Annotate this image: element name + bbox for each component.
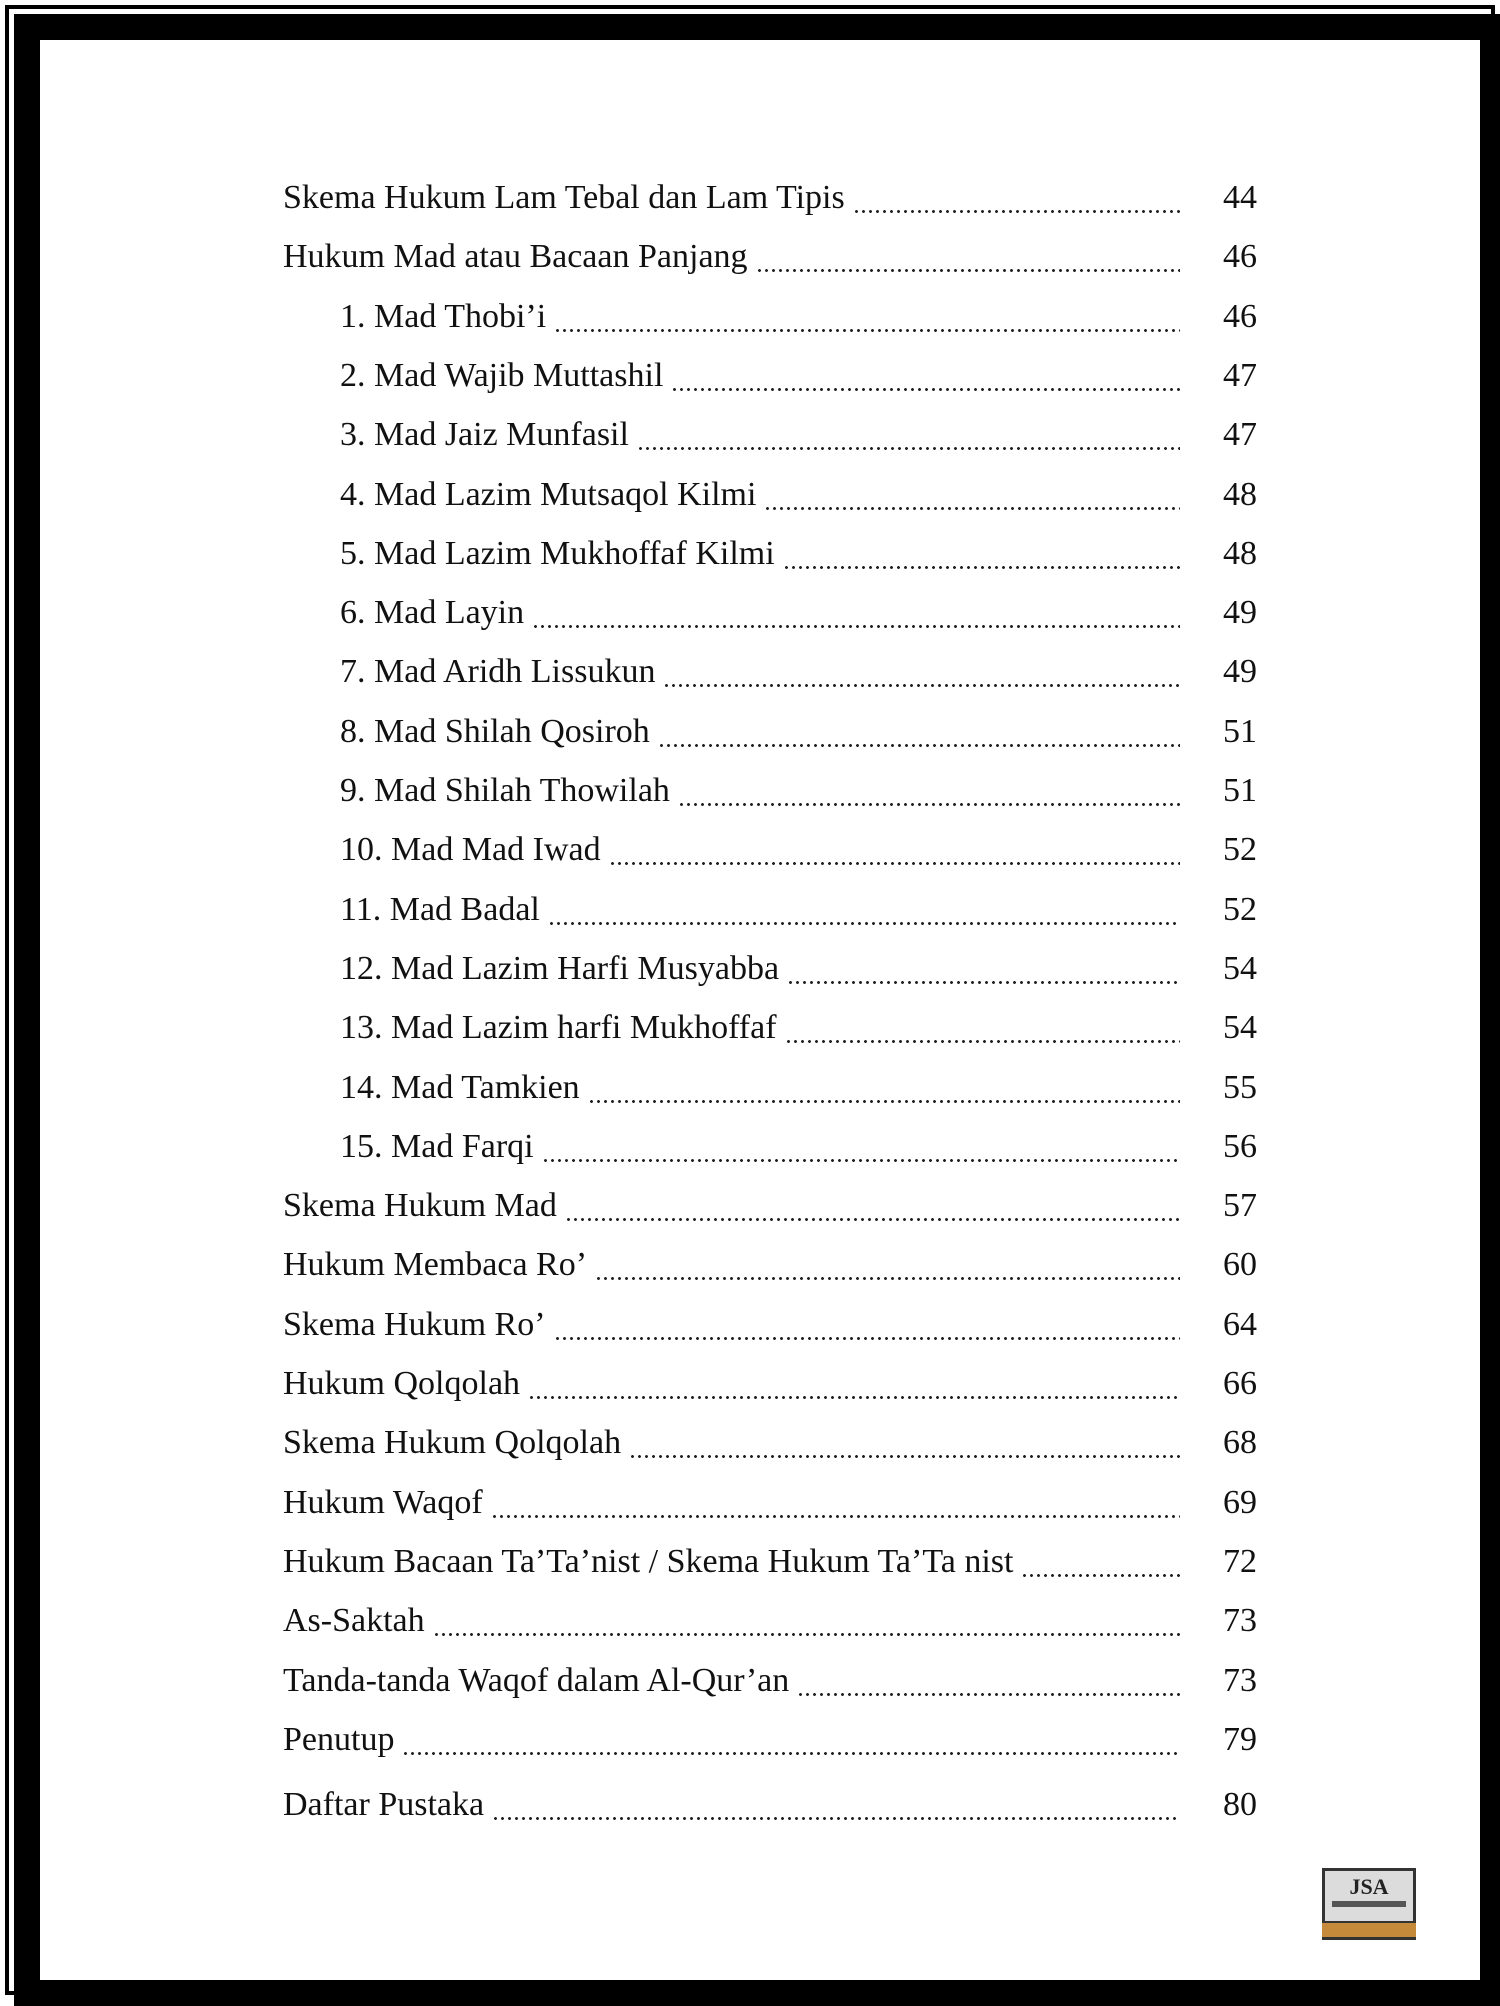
toc-entry-page: 56 [1223, 1127, 1257, 1165]
toc-dot-leader [629, 1421, 1180, 1465]
toc-dot-leader [756, 235, 1180, 279]
logo-subtitle-bar [1332, 1901, 1406, 1907]
toc-entry [283, 1591, 1257, 1643]
toc-entry-page: 47 [1223, 356, 1257, 394]
toc-dot-leader [554, 295, 1180, 339]
toc-entry-title: Skema Hukum Ro’ [283, 1305, 546, 1343]
toc-entry-title: 9. Mad Shilah Thowilah [340, 772, 670, 809]
toc-entry-page: 44 [1223, 179, 1257, 216]
toc-entry [283, 1710, 1257, 1762]
toc-entry [283, 1176, 1257, 1228]
toc-entry-title: Hukum Bacaan Ta’Ta’nist / Skema Hukum Ta’Ta nist [283, 1542, 1014, 1580]
toc-entry-page: 46 [1223, 238, 1257, 276]
toc-entry-title: 8. Mad Shilah Qosiroh [340, 712, 650, 750]
toc-dot-leader [678, 769, 1180, 813]
toc-dot-leader [783, 532, 1180, 576]
toc-entry [283, 1413, 1257, 1465]
toc-entry-page: 64 [1223, 1305, 1257, 1343]
logo-base [1322, 1921, 1416, 1937]
toc-entry-page: 68 [1223, 1424, 1257, 1462]
toc-dot-leader [532, 591, 1180, 635]
toc-dot-leader [671, 354, 1180, 398]
toc-entry [283, 168, 1257, 220]
toc-dot-leader [548, 888, 1180, 932]
toc-dot-leader [402, 1718, 1180, 1762]
toc-entry-page: 49 [1223, 653, 1257, 691]
toc-entry-page: 49 [1223, 594, 1257, 632]
toc-entry-title: As-Saktah [283, 1602, 425, 1640]
toc-entry-page: 69 [1223, 1483, 1257, 1521]
toc-entry-title: Hukum Mad atau Bacaan Panjang [283, 238, 748, 276]
toc-entry [340, 346, 1257, 398]
toc-entry [283, 1354, 1257, 1406]
toc-entry [283, 1235, 1257, 1287]
toc-entry-title: Skema Hukum Mad [283, 1187, 557, 1225]
toc-dot-leader [797, 1659, 1180, 1703]
toc-dot-leader [663, 650, 1180, 694]
toc-entry-title: 15. Mad Farqi [340, 1127, 534, 1165]
toc-dot-leader [554, 1303, 1180, 1347]
toc-entry-title: 10. Mad Mad Iwad [340, 831, 601, 869]
toc-entry [283, 1651, 1257, 1703]
toc-entry-page: 80 [1223, 1786, 1257, 1824]
toc-dot-leader [853, 176, 1180, 220]
toc-entry-page: 55 [1223, 1068, 1257, 1106]
toc-entry-page: 51 [1223, 772, 1257, 809]
toc-dot-leader [588, 1066, 1180, 1110]
toc-entry-title: 6. Mad Layin [340, 594, 525, 632]
toc-entry-page: 60 [1223, 1246, 1257, 1284]
toc-entry-title: Hukum Membaca Ro’ [283, 1246, 588, 1284]
toc-entry [283, 1775, 1257, 1827]
toc-entry [340, 939, 1257, 991]
toc-entry-title: 4. Mad Lazim Mutsaqol Kilmi [340, 475, 757, 513]
toc-entry [340, 998, 1257, 1050]
toc-dot-leader [595, 1243, 1180, 1287]
toc-entry [340, 1058, 1257, 1110]
toc-dot-leader [609, 828, 1180, 872]
toc-entry-title: Skema Hukum Qolqolah [283, 1424, 622, 1462]
toc-entry [340, 465, 1257, 517]
toc-entry [340, 524, 1257, 576]
toc-entry [340, 642, 1257, 694]
toc-dot-leader [433, 1599, 1180, 1643]
toc-entry-title: 5. Mad Lazim Mukhoffaf Kilmi [340, 534, 775, 572]
toc-entry [340, 820, 1257, 872]
toc-entry-title: 7. Mad Aridh Lissukun [340, 653, 656, 691]
toc-entry-title: Penutup [283, 1720, 395, 1758]
toc-entry [340, 880, 1257, 932]
toc-entry [340, 287, 1257, 339]
logo-text: JSA [1349, 1874, 1389, 1899]
toc-entry-page: 79 [1223, 1720, 1257, 1758]
toc-entry-page: 47 [1223, 416, 1257, 454]
toc-entry-title: Skema Hukum Lam Tebal dan Lam Tipis [283, 179, 845, 216]
toc-entry [340, 405, 1257, 457]
toc-entry-title: 2. Mad Wajib Muttashil [340, 356, 664, 394]
toc-entry-page: 52 [1223, 890, 1257, 928]
toc-entry [340, 583, 1257, 635]
toc-dot-leader [1021, 1540, 1180, 1584]
toc-entry-page: 48 [1223, 534, 1257, 572]
toc-dot-leader [637, 413, 1180, 457]
toc-entry [340, 1117, 1257, 1169]
toc-entry-title: Hukum Waqof [283, 1483, 483, 1521]
toc-entry-page: 51 [1223, 712, 1257, 750]
toc-entry-title: Daftar Pustaka [283, 1786, 485, 1824]
toc-entry-page: 46 [1223, 297, 1257, 335]
toc-entry [340, 702, 1257, 754]
toc-dot-leader [528, 1362, 1180, 1406]
toc-entry-title: 3. Mad Jaiz Munfasil [340, 416, 629, 454]
toc-dot-leader [787, 947, 1180, 991]
toc-entry-title: Tanda-tanda Waqof dalam Al-Qur’an [283, 1661, 790, 1699]
toc-entry-title: Hukum Qolqolah [283, 1365, 521, 1402]
toc-entry-page: 57 [1223, 1187, 1257, 1225]
toc-entry [283, 227, 1257, 279]
toc-entry-page: 54 [1223, 949, 1257, 987]
toc-entry-title: 11. Mad Badal [340, 890, 540, 928]
toc-entry [283, 1532, 1257, 1584]
toc-dot-leader [491, 1481, 1180, 1525]
toc-entry-page: 48 [1223, 475, 1257, 513]
toc-dot-leader [764, 473, 1180, 517]
toc-entry-page: 72 [1223, 1542, 1257, 1580]
toc-entry-title: 12. Mad Lazim Harfi Musyabba [340, 949, 780, 987]
toc-entry-title: 1. Mad Thobi’i [340, 297, 547, 335]
toc-entry [340, 761, 1257, 813]
toc-entry-page: 52 [1223, 831, 1257, 869]
toc-entry-title: 13. Mad Lazim harfi Mukhoffaf [340, 1009, 777, 1047]
toc-dot-leader [658, 710, 1180, 754]
toc-dot-leader [542, 1125, 1180, 1169]
toc-entry-page: 73 [1223, 1602, 1257, 1640]
toc-entry-page: 66 [1223, 1365, 1257, 1402]
toc-dot-leader [492, 1783, 1180, 1827]
toc-entry [283, 1473, 1257, 1525]
jsa-logo [1322, 1868, 1416, 1940]
toc-entry [283, 1295, 1257, 1347]
toc-entry-page: 54 [1223, 1009, 1257, 1047]
toc-entry-title: 14. Mad Tamkien [340, 1068, 580, 1106]
toc-dot-leader [565, 1184, 1180, 1228]
toc-dot-leader [785, 1006, 1180, 1050]
toc-entry-page: 73 [1223, 1661, 1257, 1699]
